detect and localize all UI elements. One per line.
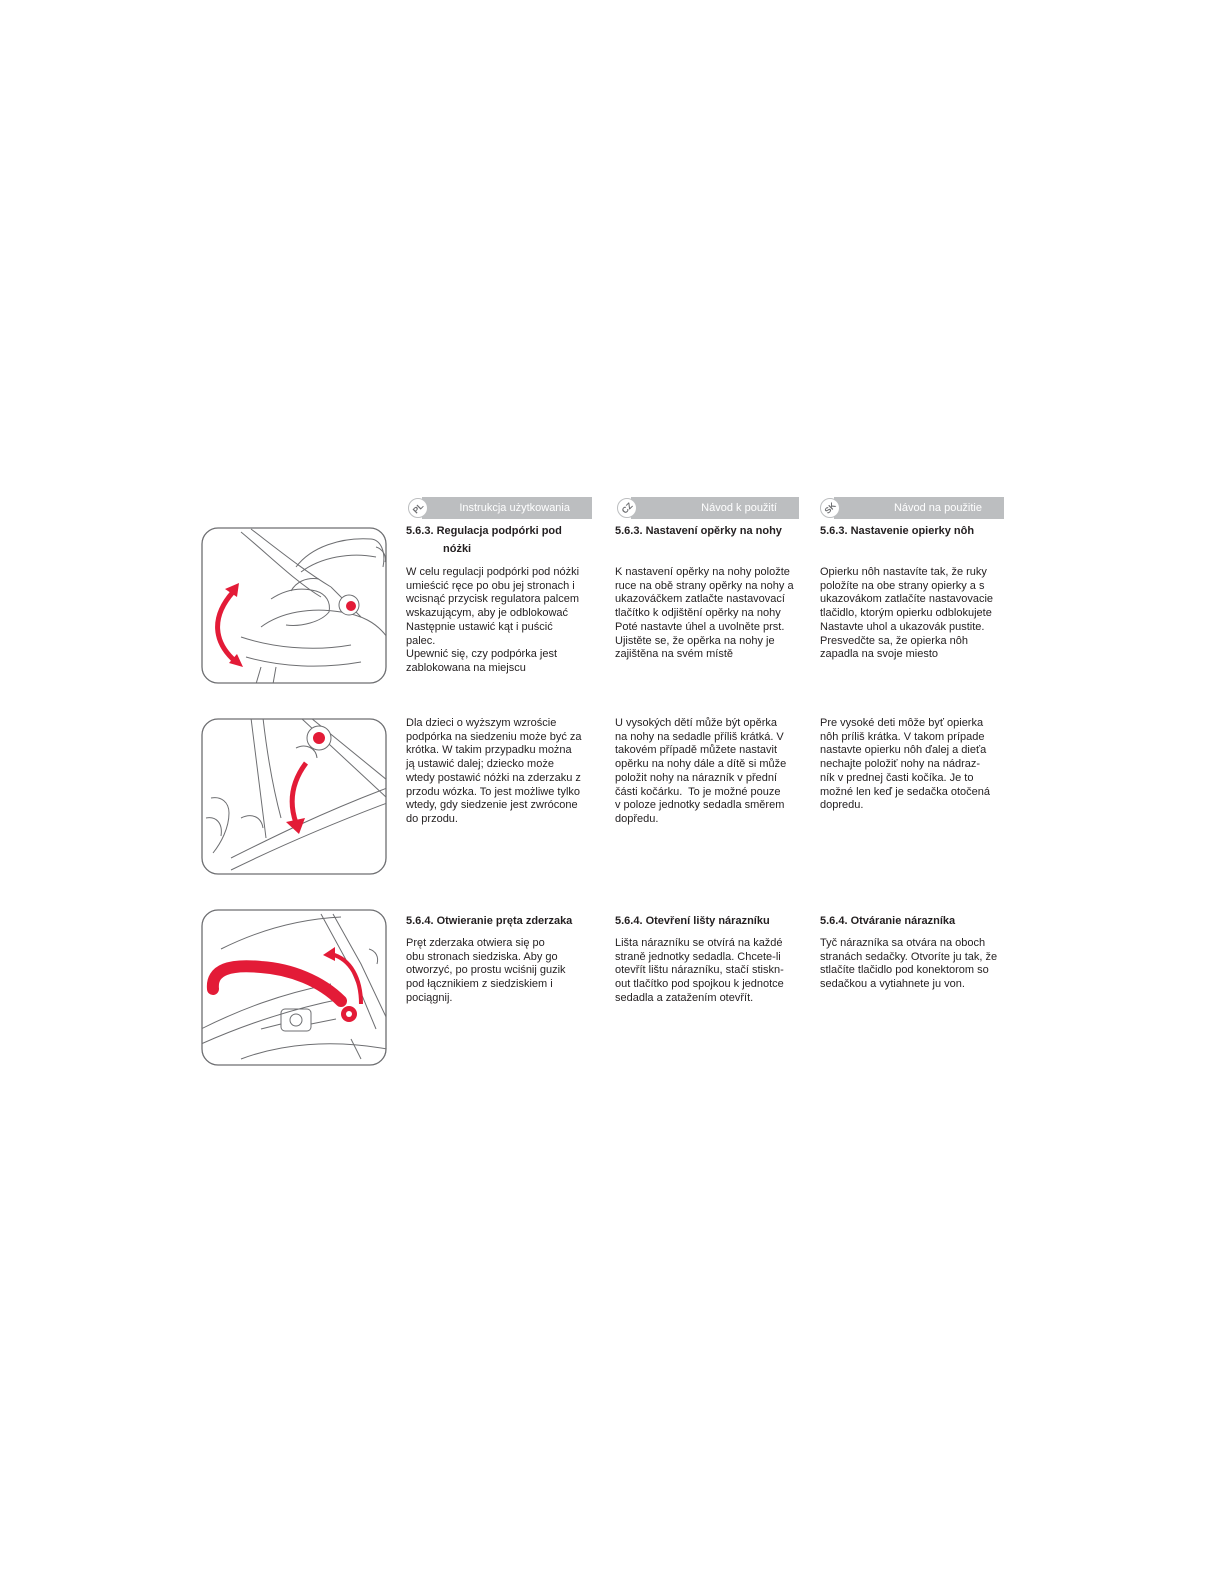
section-body: Tyč nárazníka sa otvára na oboch stranách sedačky. Otvoríte ju tak, že stlačíte tlačidlo pod konektorom so sedačkou a vytiahnete ju von. <box>820 937 998 991</box>
section-heading: 5.6.3. Regulacja podpórki pod <box>406 525 562 537</box>
header-title: Návod k použití <box>701 502 777 514</box>
footrest-extend-illustration-icon <box>201 718 387 875</box>
header-title: Instrukcja użytkowania <box>459 502 570 514</box>
section-heading: 5.6.3. Nastavení opěrky na nohy <box>615 525 782 537</box>
pl-flag-icon: PL <box>408 498 428 518</box>
section-heading: 5.6.4. Otwieranie pręta zderzaka <box>406 915 573 927</box>
lang-header-cz <box>617 497 799 519</box>
bumper-bar-open-illustration-icon <box>201 909 387 1066</box>
section-body: K nastavení opěrky na nohy položte ruce na obě strany opěrky na nohy a ukazováčkem zatlačte nastavovací tlačítko k odjištění opěrky na nohy Poté nastavte úhel a uvolněte prst. Ujistěte se, že opěrka na nohy je zajištěna na svém místě <box>615 566 794 661</box>
footrest-adjust-illustration-icon <box>201 527 387 684</box>
section-heading: 5.6.3. Nastavenie opierky nôh <box>820 525 975 537</box>
section-heading: 5.6.4. Otváranie nárazníka <box>820 915 956 927</box>
section-heading: 5.6.4. Otevření lišty nárazníku <box>615 915 770 927</box>
section-body: Dla dzieci o wyższym wzroście podpórka na siedzeniu może być za krótka. W takim przypadku można ją ustawić dalej; dziecko może wtedy postawić nóżki na zderzaku z przodu wózka. To jest możliwe tylko wtedy, gdy siedzenie jest zwrócone do przodu. <box>406 717 582 825</box>
sk-flag-icon: SK <box>820 498 840 518</box>
lang-header-pl <box>408 497 592 519</box>
header-title: Návod na použitie <box>893 502 982 514</box>
lang-header-sk <box>820 497 1004 519</box>
section-body: W celu regulacji podpórki pod nóżki umieścić ręce po obu jej stronach i wcisnąć przycisk regulatora palcem wskazującym, aby je odblokować Następnie ustawić kąt i puścić palec. Upewnić się, czy podpórka jest zablokowana na miejscu <box>406 566 580 674</box>
section-body: Opierku nôh nastavíte tak, že ruky položíte na obe strany opierky a s ukazovákom zatlačíte nastavovacie tlačidlo, ktorým opierku odblokujete Nastavte uhol a ukazovák pustite. Presvedčte sa, že opierka nôh zapadla na svoje miesto <box>820 566 994 661</box>
section-body: Lišta nárazníku se otvírá na každé straně jednotky sedadla. Chcete-li otevřít lištu nárazníku, stačí stiskn- out tlačítko pod spojkou k jednotce sedadla a zatažením otevřít. <box>615 937 784 1004</box>
section-body: Pre vysoké deti môže byť opierka nôh príliš krátka. V takom prípade nastavte opierku nôh ďalej a dieťa nechajte položiť nohy na nádraz- ník v prednej časti kočíka. Je to možné len keď je sedačka otočená dopredu. <box>820 717 991 812</box>
cz-flag-icon: CZ <box>617 498 637 518</box>
section-heading-continued: nóżki <box>443 543 472 555</box>
section-body: U vysokých dětí může být opěrka na nohy na sedadle příliš krátká. V takovém případě můžete nastavit opěrku na nohy dále a dítě si může položit nohy na nárazník v přední části kočárku. To je možné pouze v poloze jednotky sedadla směrem dopředu. <box>615 717 787 825</box>
section-body: Pręt zderzaka otwiera się po obu stronach siedziska. Aby go otworzyć, po prostu wciśnij guzik pod łącznikiem z siedziskiem i pociągnij. <box>406 937 566 1004</box>
